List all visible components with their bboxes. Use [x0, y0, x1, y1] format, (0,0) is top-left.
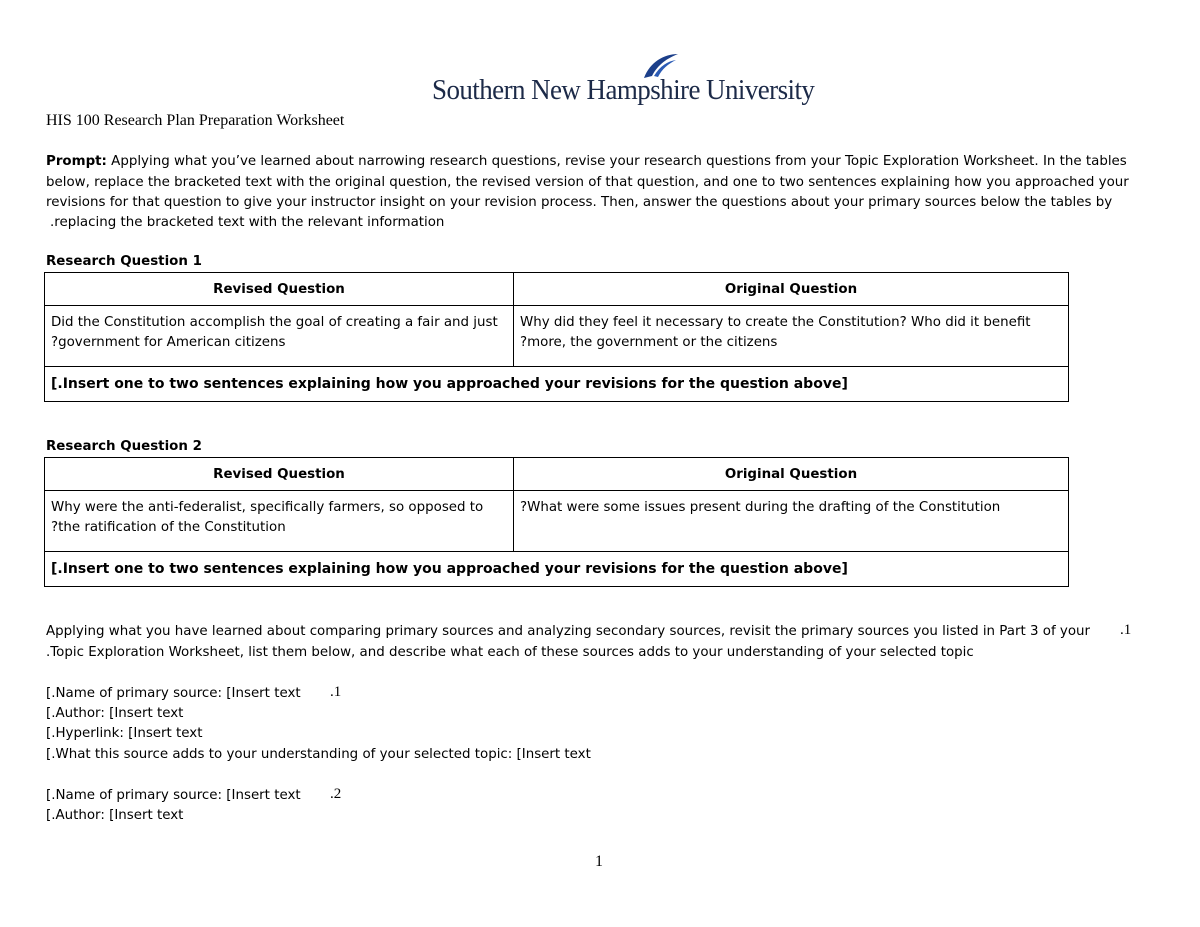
university-logo [432, 62, 815, 106]
revised-question-cell[interactable] [45, 306, 514, 367]
prompt-line-4: .replacing the bracketed text with the relevant information [50, 215, 445, 230]
prompt-paragraph [46, 152, 1146, 214]
source-1-name[interactable]: [.Name of primary source: [Insert text [46, 686, 301, 701]
revision-explanation-cell[interactable]: [.Insert one to two sentences explaining how you approached your revisions for the question above] [45, 552, 1069, 587]
source-1-author[interactable]: [.Author: [Insert text [46, 706, 184, 721]
revised-question-text: ?the ratification of the Constitution [51, 520, 286, 535]
revision-explanation-cell[interactable]: [.Insert one to two sentences explaining how you approached your revisions for the question above] [45, 367, 1069, 402]
revised-question-header: Revised Question [45, 273, 514, 306]
prompt-line-2: below, replace the bracketed text with the original question, the revised version of that question, and one to two sentences explaining how you approached your [46, 174, 1129, 190]
page-number: 1 [595, 853, 603, 870]
source-1-adds[interactable]: [.What this source adds to your understanding of your selected topic: [Insert text [46, 747, 591, 762]
original-question-text: ?What were some issues present during the drafting of the Constitution [520, 500, 1001, 515]
logo-wordmark: Southern New Hampshire University [432, 74, 815, 106]
revised-question-text: Why were the anti-federalist, specifically farmers, so opposed to [51, 500, 484, 515]
sources-intro-line-1: Applying what you have learned about comparing primary sources and analyzing secondary sources, revisit the primary sources you listed in Part 3 of your [46, 624, 1091, 639]
original-question-header: Original Question [514, 273, 1069, 306]
original-question-header: Original Question [514, 458, 1069, 491]
document-title: HIS 100 Research Plan Preparation Worksheet [46, 112, 345, 129]
research-question-1-label: Research Question 1 [46, 254, 202, 269]
source-1-number: .1 [330, 684, 342, 700]
revised-question-text: Did the Constitution accomplish the goal of creating a fair and just [51, 315, 498, 330]
source-2-author[interactable]: [.Author: [Insert text [46, 808, 184, 823]
original-question-cell[interactable] [514, 491, 1069, 552]
research-question-1-table [44, 272, 1069, 402]
prompt-line-1: Applying what you’ve learned about narrowing research questions, revise your research questions from your Topic Exploration Worksheet. In the tables [106, 154, 1127, 169]
sources-intro-number: .1 [1120, 622, 1132, 638]
original-question-text: Why did they feel it necessary to create the Constitution? Who did it benefit [520, 315, 1031, 330]
original-question-text: ?more, the government or the citizens [520, 335, 778, 350]
sources-intro-line-2: .Topic Exploration Worksheet, list them below, and describe what each of these sources adds to your understanding of your selected topic [46, 645, 974, 660]
wave-icon [640, 52, 680, 82]
original-question-cell[interactable] [514, 306, 1069, 367]
research-question-2-label: Research Question 2 [46, 439, 202, 454]
source-2-number: .2 [330, 786, 342, 802]
source-1-hyperlink[interactable]: [.Hyperlink: [Insert text [46, 726, 203, 741]
research-question-2-table [44, 457, 1069, 587]
revised-question-header: Revised Question [45, 458, 514, 491]
source-2-name[interactable]: [.Name of primary source: [Insert text [46, 788, 301, 803]
prompt-label: Prompt: [46, 154, 107, 169]
prompt-line-3: revisions for that question to give your instructor insight on your revision process. Then, answer the questions about your primary sources below the tables by [46, 195, 1113, 210]
revised-question-text: ?government for American citizens [51, 335, 286, 350]
revised-question-cell[interactable] [45, 491, 514, 552]
